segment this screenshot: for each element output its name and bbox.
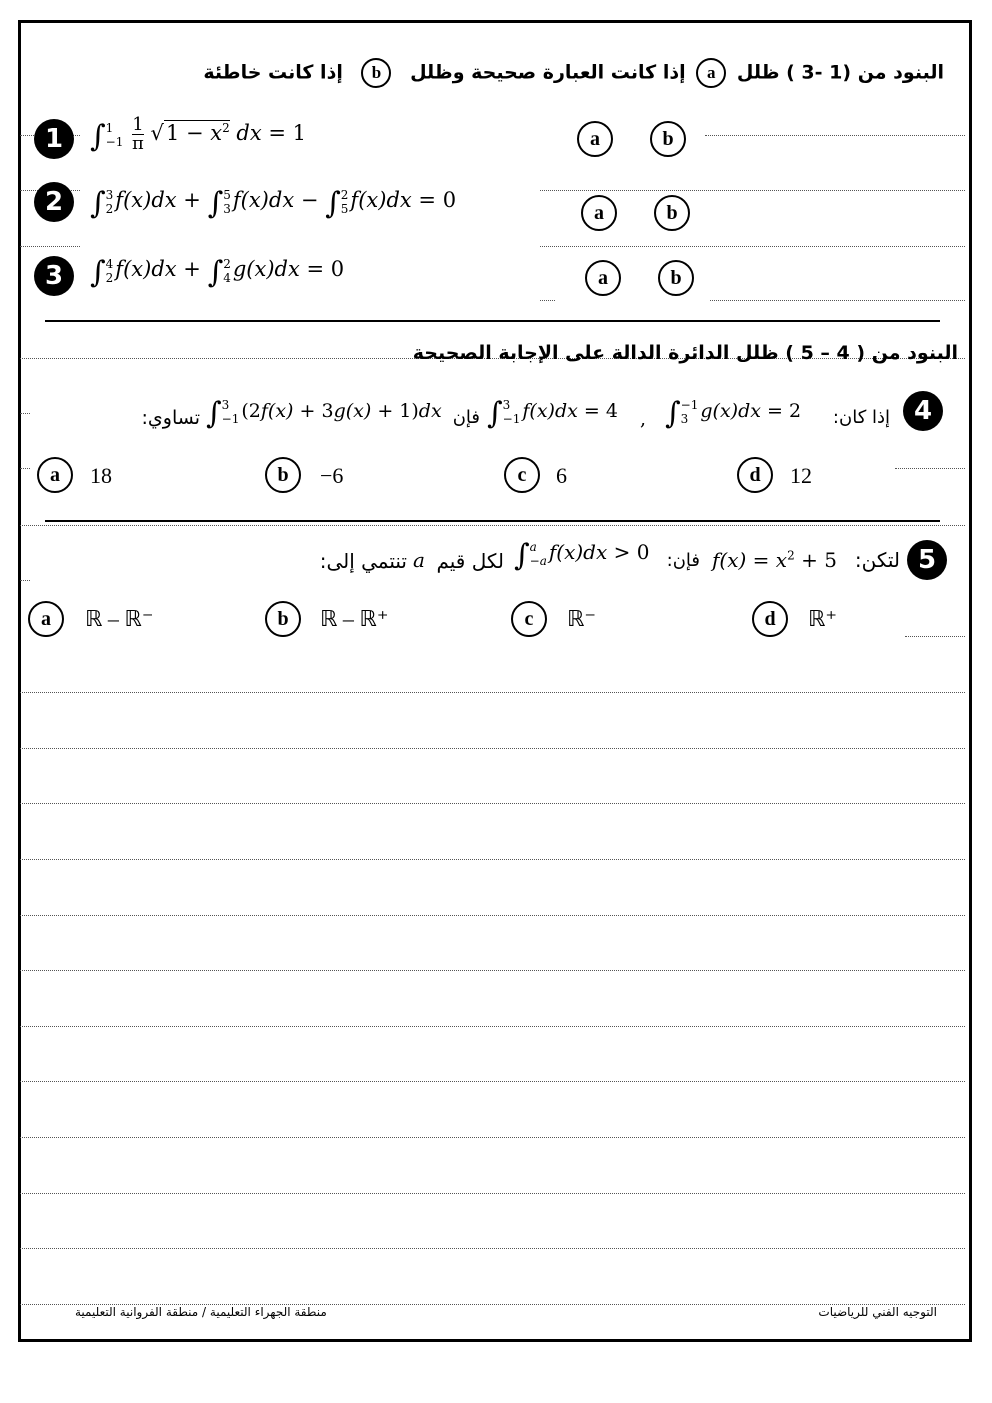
q4-if-text: إذا كان:: [832, 407, 890, 428]
q4-option-d[interactable]: d: [737, 457, 773, 493]
q4-option-c[interactable]: c: [504, 457, 540, 493]
q4-option-d-value: 12: [790, 463, 812, 488]
section2-header: البنود من ( 4 – 5 ) ظلل الدائرة الدالة على الإجابة الصحيحة: [412, 342, 958, 364]
q5-option-d[interactable]: d: [752, 601, 788, 637]
answer-line: [20, 1026, 965, 1027]
q5-option-c[interactable]: c: [511, 601, 547, 637]
section1-header: [203, 58, 944, 88]
section-divider: [45, 520, 940, 522]
item-2-equation: ∫ 3 2 f(x)dx + ∫ 5 3 f(x)dx − ∫ 2 5 f(x)dx = 0: [90, 186, 457, 221]
item-1-option-a[interactable]: a: [577, 121, 613, 157]
footer-left: منطقة الجهراء التعليمية / منطقة الفروانية التعليمية: [75, 1305, 327, 1319]
q5-option-a[interactable]: a: [28, 601, 64, 637]
item-number-3: 3: [34, 256, 74, 296]
answer-line: [895, 468, 965, 469]
q5-option-d-value: ℝ⁺: [808, 606, 838, 631]
item-number-1: 1: [34, 119, 74, 159]
q5-belongs-text: تنتمي إلى:: [319, 549, 407, 573]
q5-then-text: فإن:: [666, 550, 700, 571]
answer-line: [20, 692, 965, 693]
q4-condition-g: ∫ −1 3 g(x)dx = 2: [665, 396, 802, 431]
q4-equals-text: تساوي:: [141, 407, 200, 429]
answer-line: [20, 915, 965, 916]
q4-option-a[interactable]: a: [37, 457, 73, 493]
answer-line: [20, 1137, 965, 1138]
answer-line: [20, 748, 965, 749]
q5-function: $f(x) = x^2 + 5$: [712, 548, 837, 572]
item-1-option-b[interactable]: b: [650, 121, 686, 157]
q4-option-b-value: −6: [320, 463, 344, 488]
header-suffix: إذا كانت خاطئة: [203, 61, 343, 84]
item-3-option-a[interactable]: a: [585, 260, 621, 296]
answer-line: [20, 1193, 965, 1194]
q4-option-c-value: 6: [556, 463, 567, 488]
item-3-option-b[interactable]: b: [658, 260, 694, 296]
q5-option-b-value: ℝ – ℝ⁺: [320, 606, 389, 631]
q5-inequality: ∫ a −a f(x)dx > 0: [514, 538, 650, 573]
item-number-5: 5: [907, 540, 947, 580]
header-mid: إذا كانت العبارة صحيحة وظلل: [410, 61, 686, 84]
answer-line: [540, 190, 965, 191]
q4-comma: ,: [640, 408, 647, 430]
q5-option-b[interactable]: b: [265, 601, 301, 637]
q4-expression: ∫ 3 −1 (2f(x) + 3g(x) + 1)dx: [206, 396, 442, 431]
answer-line: [20, 246, 80, 247]
item-3-equation: ∫ 4 2 f(x)dx + ∫ 2 4 g(x)dx = 0: [90, 255, 345, 290]
header-prefix: البنود من (1 -3 ) ظلل: [736, 61, 944, 84]
item-1-equation: ∫ 1 −1 $\frac{1}{\pi}$ $√1 - x^2$ dx = 1: [90, 114, 307, 154]
q4-option-a-value: 18: [90, 463, 112, 488]
answer-line: [705, 135, 965, 136]
answer-line: [540, 300, 555, 301]
q4-condition-f: ∫ 3 −1 f(x)dx = 4: [487, 396, 618, 431]
answer-line: [20, 1081, 965, 1082]
answer-line: [20, 1248, 965, 1249]
answer-line: [20, 859, 965, 860]
footer-right: التوجيه الفني للرياضيات: [818, 1305, 937, 1319]
item-number-4: 4: [903, 391, 943, 431]
q5-option-a-value: ℝ – ℝ⁻: [85, 606, 154, 631]
answer-line: [905, 636, 965, 637]
q4-then-text: فإن: [452, 407, 480, 428]
q5-variable: a: [413, 548, 425, 572]
q5-for-all-text: لكل قيم: [436, 549, 504, 573]
answer-line: [540, 246, 965, 247]
q4-option-b[interactable]: b: [265, 457, 301, 493]
item-2-option-a[interactable]: a: [581, 195, 617, 231]
q5-option-c-value: ℝ⁻: [567, 606, 597, 631]
section-divider: [45, 320, 940, 322]
answer-line: [710, 300, 965, 301]
item-2-option-b[interactable]: b: [654, 195, 690, 231]
answer-line: [20, 970, 965, 971]
answer-line: [20, 803, 965, 804]
answer-line: [20, 413, 30, 414]
item-number-2: 2: [34, 182, 74, 222]
q5-let-text: لتكن:: [854, 548, 900, 572]
header-option-b: b: [361, 58, 391, 88]
header-option-a: a: [696, 58, 726, 88]
answer-line: [20, 580, 30, 581]
answer-line: [20, 468, 30, 469]
answer-line: [20, 525, 965, 526]
